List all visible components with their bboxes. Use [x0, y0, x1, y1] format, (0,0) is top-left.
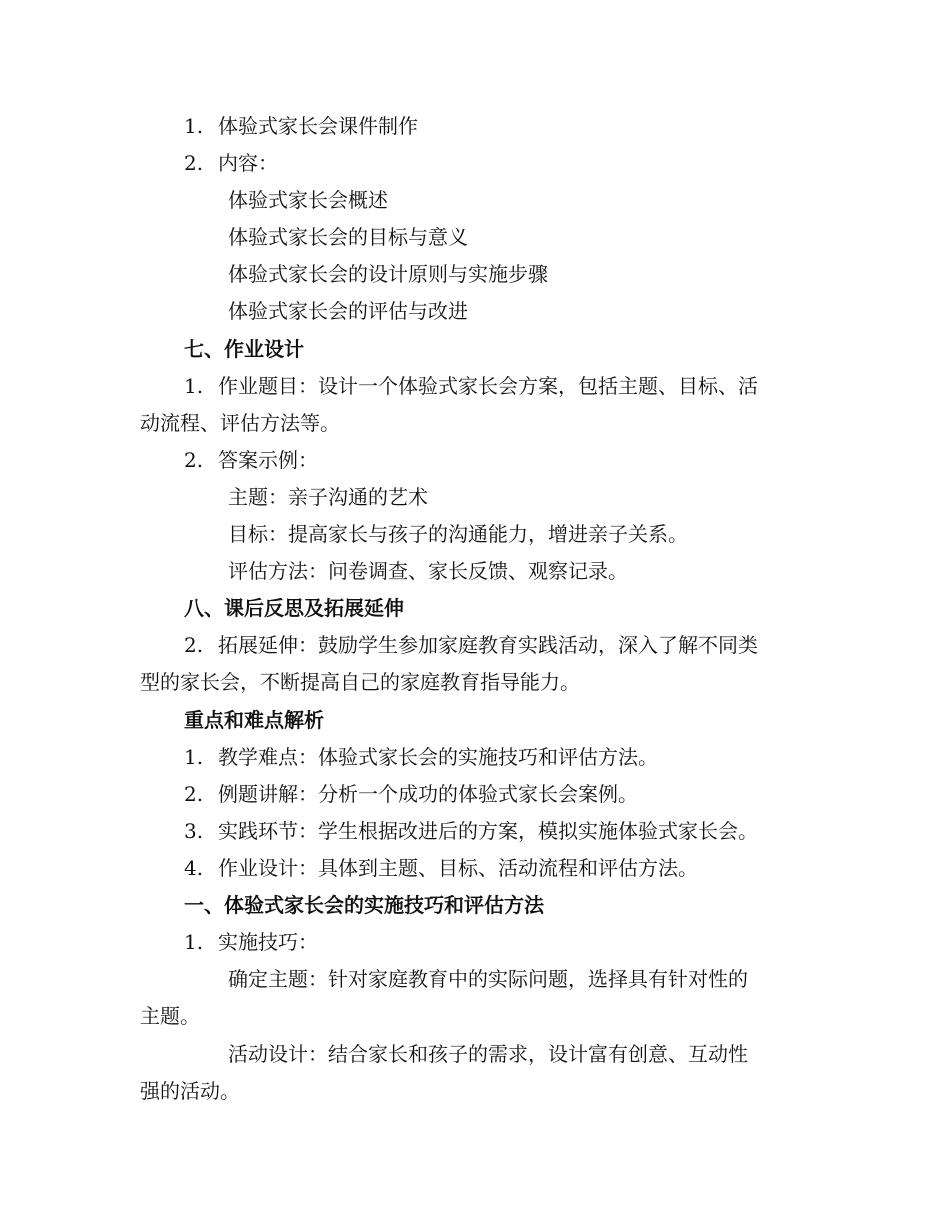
paragraph-line: 活动设计：结合家长和孩子的需求，设计富有创意、互动性	[228, 1042, 748, 1066]
list-item	[184, 151, 854, 175]
list-text: 作业题目：设计一个体验式家长会方案，包括主题、目标、活	[218, 374, 758, 398]
list-text: 实践环节：学生根据改进后的方案，模拟实施体验式家长会。	[218, 819, 758, 843]
list-number: 1.	[184, 930, 204, 954]
list-text: 教学难点：体验式家长会的实施技巧和评估方法。	[218, 745, 658, 769]
list-number: 2.	[184, 633, 204, 657]
paragraph-line: 确定主题：针对家庭教育中的实际问题，选择具有针对性的	[228, 967, 748, 991]
list-item	[184, 374, 854, 398]
list-item	[184, 745, 854, 769]
list-number: 4.	[184, 856, 204, 880]
sub-item: 体验式家长会的评估与改进	[228, 299, 468, 323]
list-text-continuation: 动流程、评估方法等。	[140, 411, 340, 435]
list-number: 1.	[184, 374, 204, 398]
list-number: 2.	[184, 151, 204, 175]
list-number: 3.	[184, 819, 204, 843]
paragraph-continuation: 主题。	[140, 1004, 200, 1028]
section-heading: 一、体验式家长会的实施技巧和评估方法	[184, 893, 544, 917]
list-item	[184, 448, 854, 472]
list-text: 例题讲解：分析一个成功的体验式家长会案例。	[218, 782, 638, 806]
list-number: 1.	[184, 114, 204, 138]
answer-item: 评估方法：问卷调查、家长反馈、观察记录。	[228, 559, 628, 583]
list-text: 体验式家长会课件制作	[218, 114, 418, 138]
list-item	[184, 782, 854, 806]
sub-item: 体验式家长会的目标与意义	[228, 225, 468, 249]
list-item	[184, 930, 854, 954]
answer-item: 主题：亲子沟通的艺术	[228, 485, 428, 509]
sub-item: 体验式家长会概述	[228, 188, 388, 212]
list-number: 2.	[184, 448, 204, 472]
list-text: 拓展延伸：鼓励学生参加家庭教育实践活动，深入了解不同类	[218, 633, 758, 657]
list-item	[184, 856, 854, 880]
section-heading: 七、作业设计	[184, 337, 304, 361]
paragraph-continuation: 强的活动。	[140, 1079, 240, 1103]
list-text: 内容：	[218, 151, 278, 175]
section-heading: 八、课后反思及拓展延伸	[184, 596, 404, 620]
list-item	[184, 633, 854, 657]
list-number: 2.	[184, 782, 204, 806]
section-heading: 重点和难点解析	[184, 708, 324, 732]
list-text: 作业设计：具体到主题、目标、活动流程和评估方法。	[218, 856, 698, 880]
list-number: 1.	[184, 745, 204, 769]
list-item	[184, 819, 854, 843]
sub-item: 体验式家长会的设计原则与实施步骤	[228, 262, 548, 286]
list-text: 答案示例：	[218, 448, 318, 472]
list-text-continuation: 型的家长会，不断提高自己的家庭教育指导能力。	[140, 670, 580, 694]
list-item	[184, 114, 854, 138]
list-text: 实施技巧：	[218, 930, 318, 954]
answer-item: 目标：提高家长与孩子的沟通能力，增进亲子关系。	[228, 522, 688, 546]
